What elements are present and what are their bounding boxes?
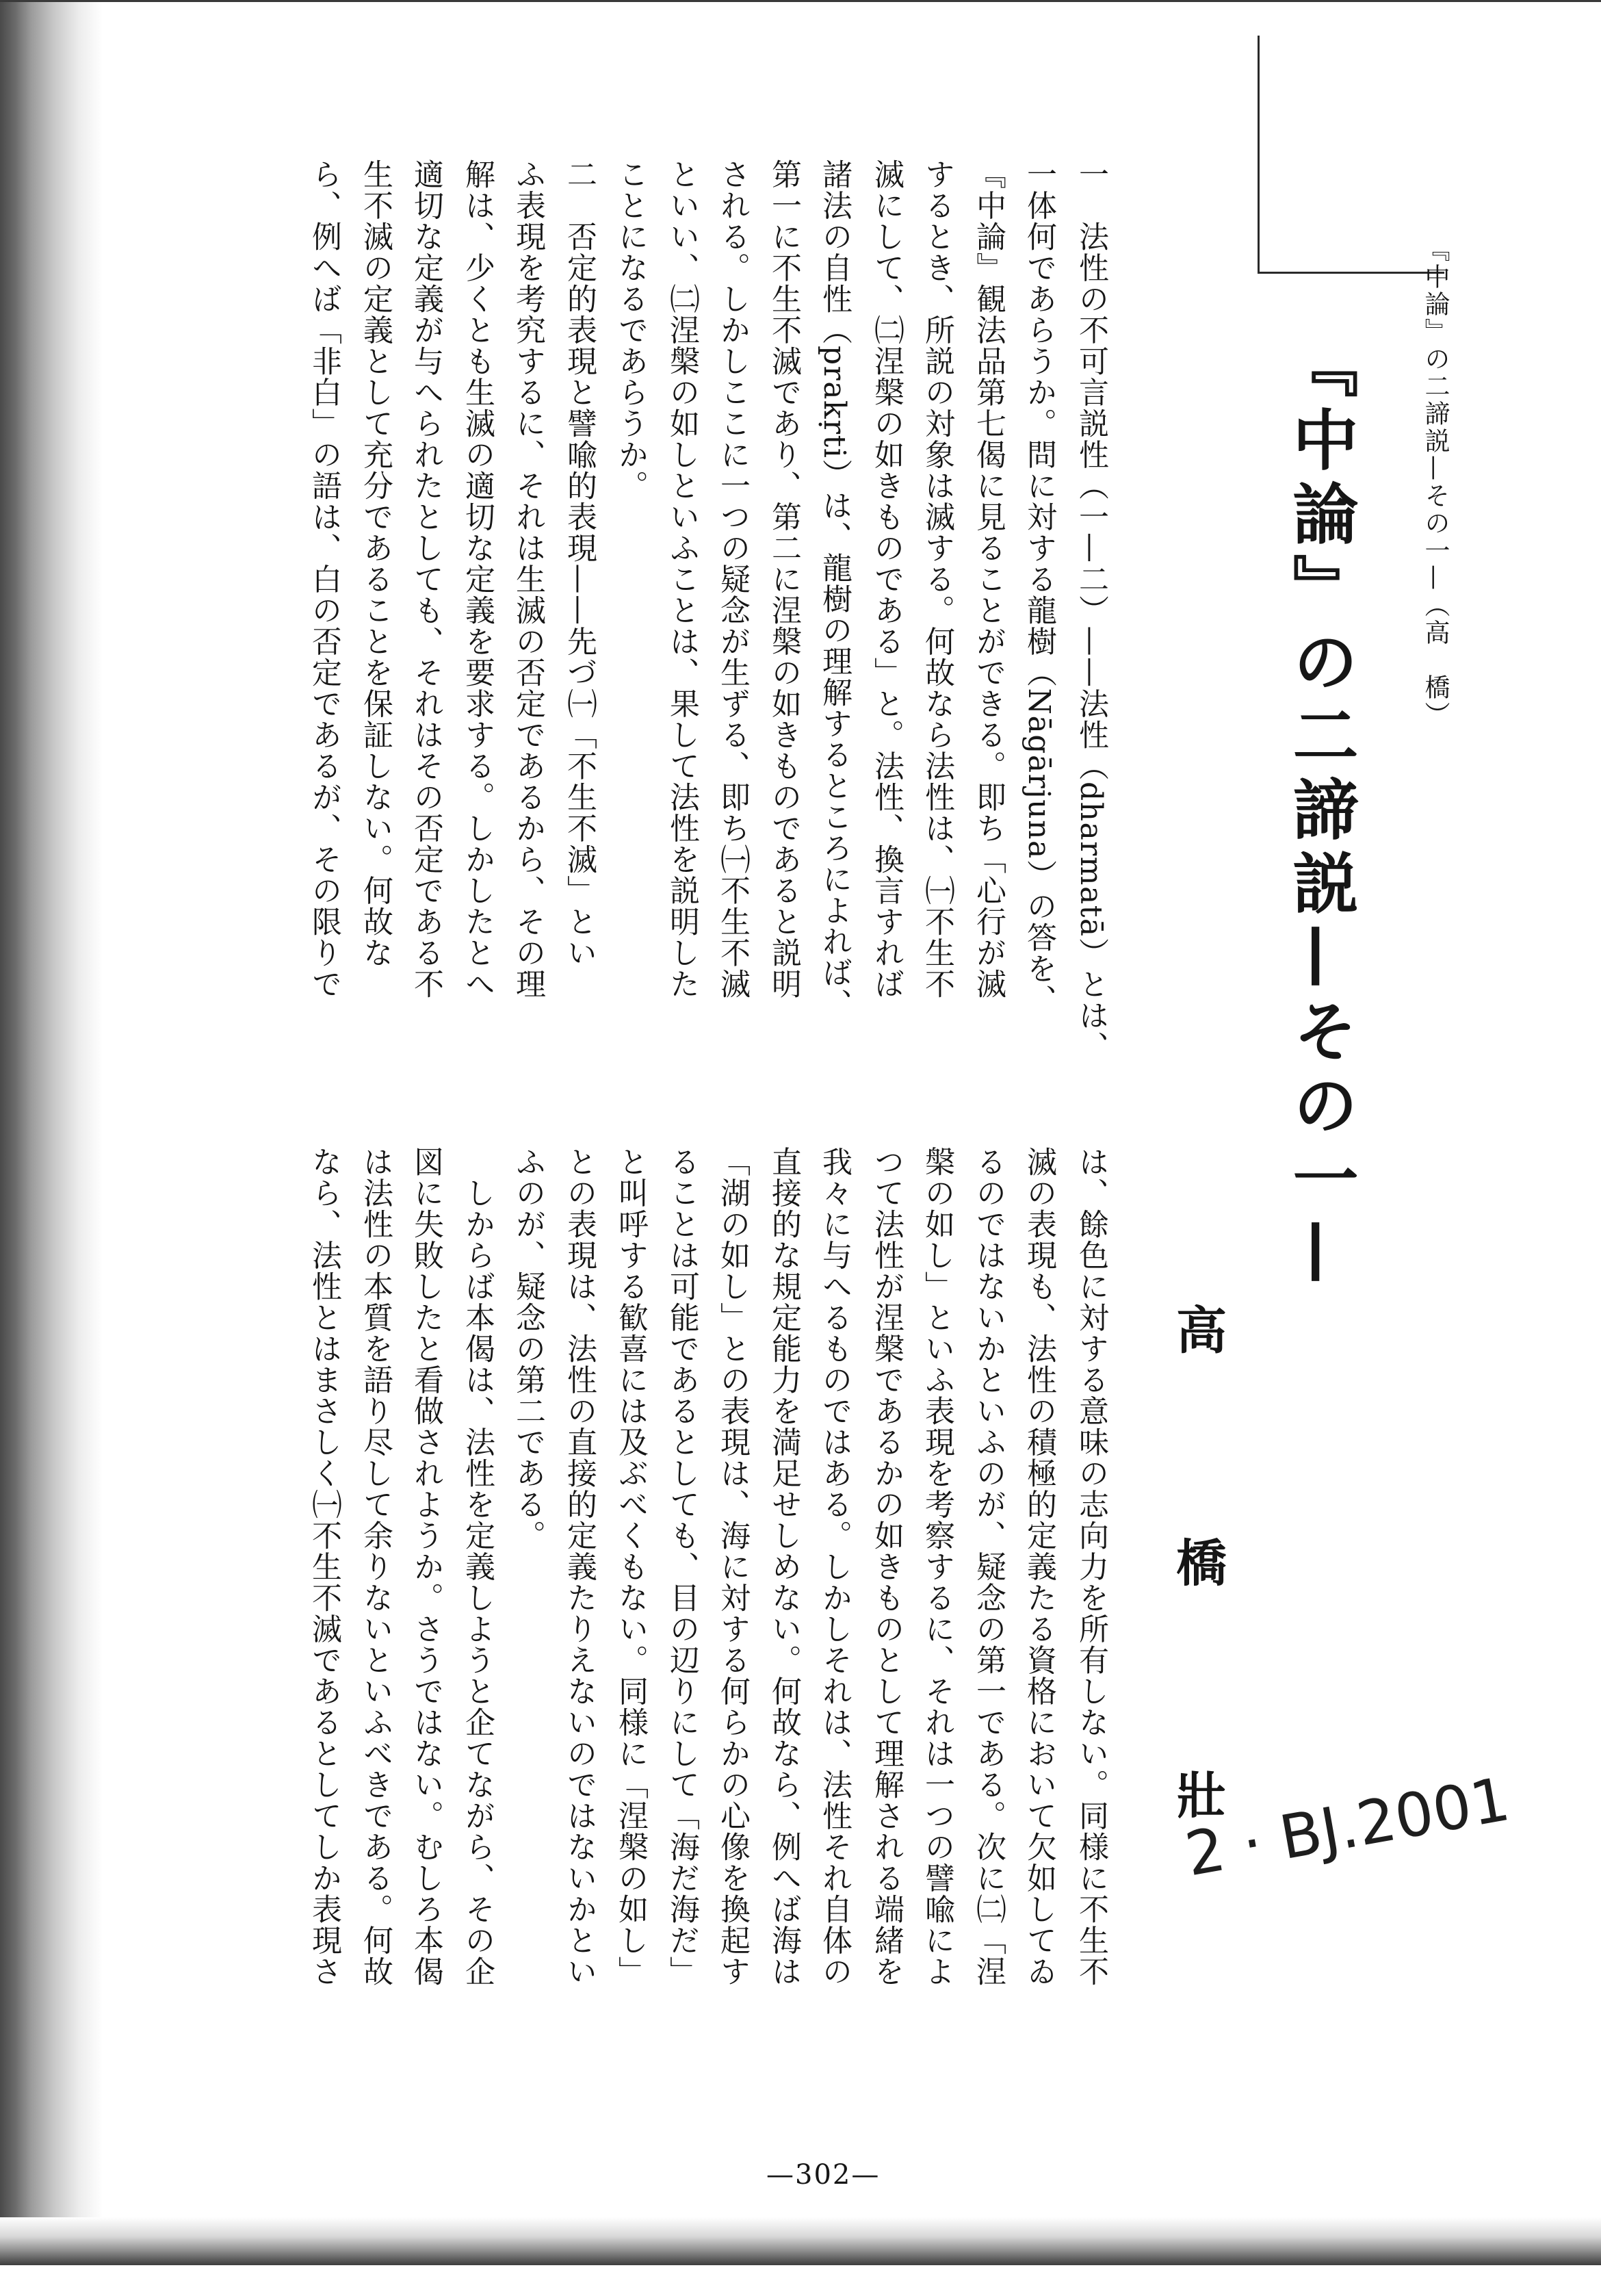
running-head: 『中論』の二諦説—その一—（高 橋） bbox=[1420, 236, 1450, 729]
upper-column-5: 滅にして、㈡涅槃の如きものである」と。法性、換言すれば bbox=[869, 159, 904, 1000]
lower-column-4: 槃の如し」といふ表現を考察するに、それは一つの譬喩によ bbox=[920, 1146, 954, 1987]
pasted-label-outline bbox=[1258, 36, 1444, 274]
lower-column-13: しからば本偈は、法性を定義しようと企てながら、その企 bbox=[460, 1146, 495, 1987]
lower-column-7: 直接的な規定能力を満足せしめない。何故なら、例へば海は bbox=[766, 1146, 801, 1987]
upper-column-10: ことになるであらうか。 bbox=[613, 159, 648, 502]
lower-column-14: 図に失敗したと看做されようか。さうではない。むしろ本偈 bbox=[408, 1146, 443, 1987]
lower-column-12: ふのが、疑念の第二である。 bbox=[510, 1146, 545, 1551]
lower-column-15: は法性の本質を語り尽して余りないといふべきである。何故 bbox=[358, 1146, 393, 1987]
upper-column-8: される。しかしここに一つの疑念が生ずる、即ち㈠不生不滅 bbox=[715, 159, 750, 1000]
handwritten-annotation: 2 · BJ.2001 bbox=[1180, 1763, 1515, 1890]
lower-column-2: 滅の表現も、法性の積極的定義たる資格において欠如してゐ bbox=[1021, 1146, 1056, 1987]
upper-column-11: 二 否定的表現と譬喩的表現——先づ㈠「不生不滅」とい bbox=[562, 159, 597, 968]
lower-column-6: 我々に与へるものではある。しかしそれは、法性それ自体の bbox=[817, 1146, 852, 1987]
page-number: —302— bbox=[766, 2159, 881, 2191]
upper-column-16: ら、例へば「非白」の語は、白の否定であるが、その限りで bbox=[307, 159, 341, 1000]
upper-column-2: 一体何であらうか。問に対する龍樹（Nāgārjuna）の答を、 bbox=[1021, 159, 1056, 1016]
upper-column-4: するとき、所説の対象は滅する。何故なら法性は、㈠不生不 bbox=[920, 159, 954, 1000]
author-name: 高 橋 壯 bbox=[1168, 1304, 1227, 1902]
upper-column-7: 第一に不生不滅であり、第二に涅槃の如きものであると説明 bbox=[766, 159, 801, 1000]
lower-column-16: なら、法性とはまさしく㈠不生不滅であるとしてしか表現さ bbox=[307, 1146, 341, 1987]
lower-column-3: るのではないかといふのが、疑念の第一である。次に㈡「涅 bbox=[971, 1146, 1006, 1987]
article-title: 『中論』の二諦説—その一— bbox=[1282, 332, 1359, 1293]
upper-column-1: 一 法性の不可言説性（一—二）——法性（dharmatā）とは、 bbox=[1073, 159, 1108, 1062]
lower-column-9: ることは可能であるとしても、目の辺りにして「海だ海だ」 bbox=[664, 1146, 699, 1987]
upper-column-3: 『中論』観法品第七偈に見ることができる。即ち「心行が滅 bbox=[971, 159, 1006, 1000]
scan-top-rule bbox=[0, 0, 1601, 2]
upper-column-6: 諸法の自性（prakṛti）は、龍樹の理解するところによれば、 bbox=[817, 159, 852, 1020]
lower-column-10: と叫呼する歓喜には及ぶべくもない。同様に「涅槃の如し」 bbox=[613, 1146, 648, 1987]
lower-column-5: つて法性が涅槃であるかの如きものとして理解される端緒を bbox=[869, 1146, 904, 1987]
upper-column-13: 解は、少くとも生滅の適切な定義を要求する。しかしたとへ bbox=[460, 159, 495, 1000]
upper-column-12: ふ表現を考究するに、それは生滅の否定であるから、その理 bbox=[510, 159, 545, 1000]
lower-column-1: は、餘色に対する意味の志向力を所有しない。同様に不生不 bbox=[1073, 1146, 1108, 1987]
scan-left-edge-shadow bbox=[0, 0, 103, 2265]
upper-column-9: といい、㈡涅槃の如しといふことは、果して法性を説明した bbox=[664, 159, 699, 1000]
lower-column-8: 「湖の如し」との表現は、海に対する何らかの心像を換起す bbox=[715, 1146, 750, 1987]
upper-column-14: 適切な定義が与へられたとしても、それはその否定である不 bbox=[408, 159, 443, 1000]
lower-column-11: との表現は、法性の直接的定義たりえないのではないかとい bbox=[562, 1146, 597, 1987]
upper-column-15: 生不滅の定義として充分であることを保証しない。何故な bbox=[358, 159, 393, 968]
